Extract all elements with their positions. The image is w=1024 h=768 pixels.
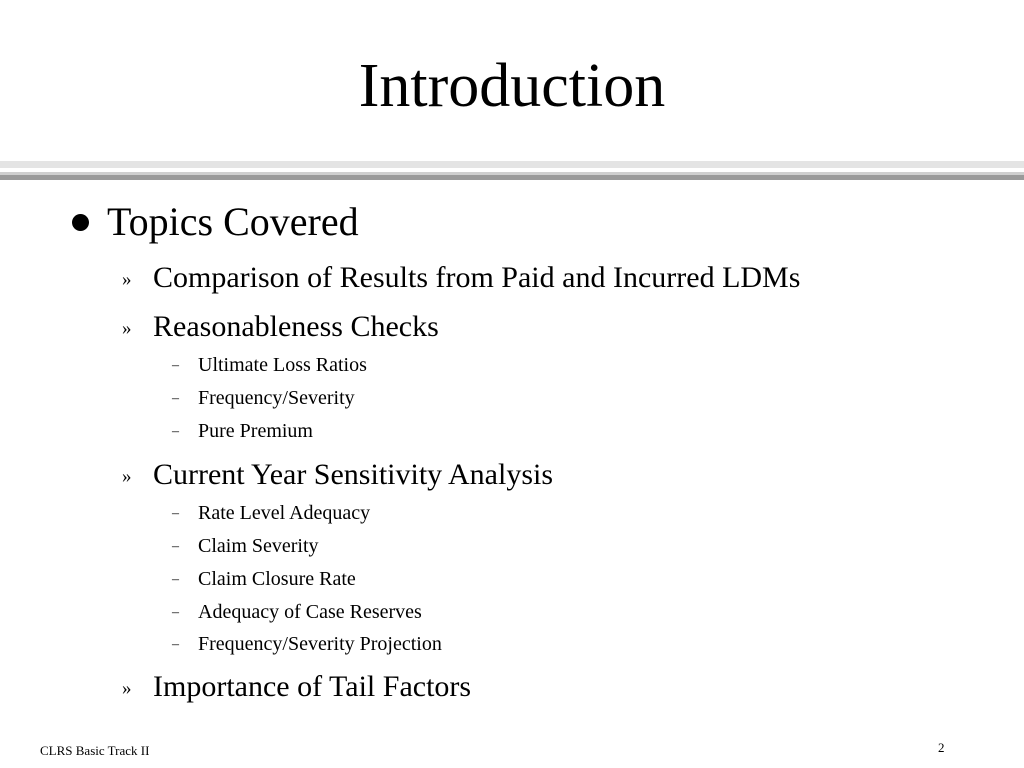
dash-marker-icon: – bbox=[172, 424, 179, 439]
topics-heading-label: Topics Covered bbox=[107, 199, 359, 244]
dash-marker-icon: – bbox=[172, 358, 179, 373]
dash-marker-icon: – bbox=[172, 637, 179, 652]
sub-item-label: Frequency/Severity bbox=[198, 387, 355, 409]
sub-item-frequency-severity-projection bbox=[172, 631, 442, 658]
bullet-item-reasonableness bbox=[122, 309, 439, 347]
sub-item-ultimate-loss-ratios bbox=[172, 352, 367, 379]
sub-item-claim-closure-rate bbox=[172, 566, 356, 593]
bullet-item-tail-factors bbox=[122, 669, 471, 707]
sub-item-label: Claim Closure Rate bbox=[198, 568, 356, 590]
sub-item-label: Pure Premium bbox=[198, 420, 313, 442]
bullet-item-label: Comparison of Results from Paid and Incurred LDMs bbox=[153, 261, 801, 294]
bullet-item-label: Reasonableness Checks bbox=[153, 310, 439, 343]
dash-marker-icon: – bbox=[172, 572, 179, 587]
page-number: 2 bbox=[938, 740, 945, 755]
sub-item-label: Rate Level Adequacy bbox=[198, 502, 371, 524]
sub-item-case-reserves bbox=[172, 599, 422, 626]
dash-marker-icon: – bbox=[172, 539, 179, 554]
round-bullet-icon bbox=[72, 214, 89, 231]
guillemet-marker-icon: » bbox=[122, 678, 132, 699]
sub-item-pure-premium bbox=[172, 418, 313, 445]
dash-marker-icon: – bbox=[172, 391, 179, 406]
sub-item-label: Adequacy of Case Reserves bbox=[198, 601, 422, 623]
guillemet-marker-icon: » bbox=[122, 466, 132, 487]
sub-item-frequency-severity bbox=[172, 385, 355, 412]
sub-item-rate-level-adequacy bbox=[172, 500, 370, 527]
bullet-item-label: Importance of Tail Factors bbox=[153, 670, 472, 703]
bullet-item-label: Current Year Sensitivity Analysis bbox=[153, 458, 554, 491]
guillemet-marker-icon: » bbox=[122, 318, 132, 339]
topics-heading bbox=[72, 198, 359, 246]
bullet-item-sensitivity bbox=[122, 457, 553, 495]
sub-item-label: Claim Severity bbox=[198, 535, 319, 557]
dash-marker-icon: – bbox=[172, 506, 179, 521]
bullet-item-comparison bbox=[122, 260, 800, 298]
sub-item-claim-severity bbox=[172, 533, 319, 560]
slide-title: Introduction bbox=[358, 52, 666, 120]
sub-item-label: Frequency/Severity Projection bbox=[198, 633, 442, 655]
dash-marker-icon: – bbox=[172, 605, 179, 620]
sub-item-label: Ultimate Loss Ratios bbox=[198, 354, 367, 376]
guillemet-marker-icon: » bbox=[122, 269, 132, 290]
slide-footer: CLRS Basic Track II bbox=[40, 743, 150, 758]
